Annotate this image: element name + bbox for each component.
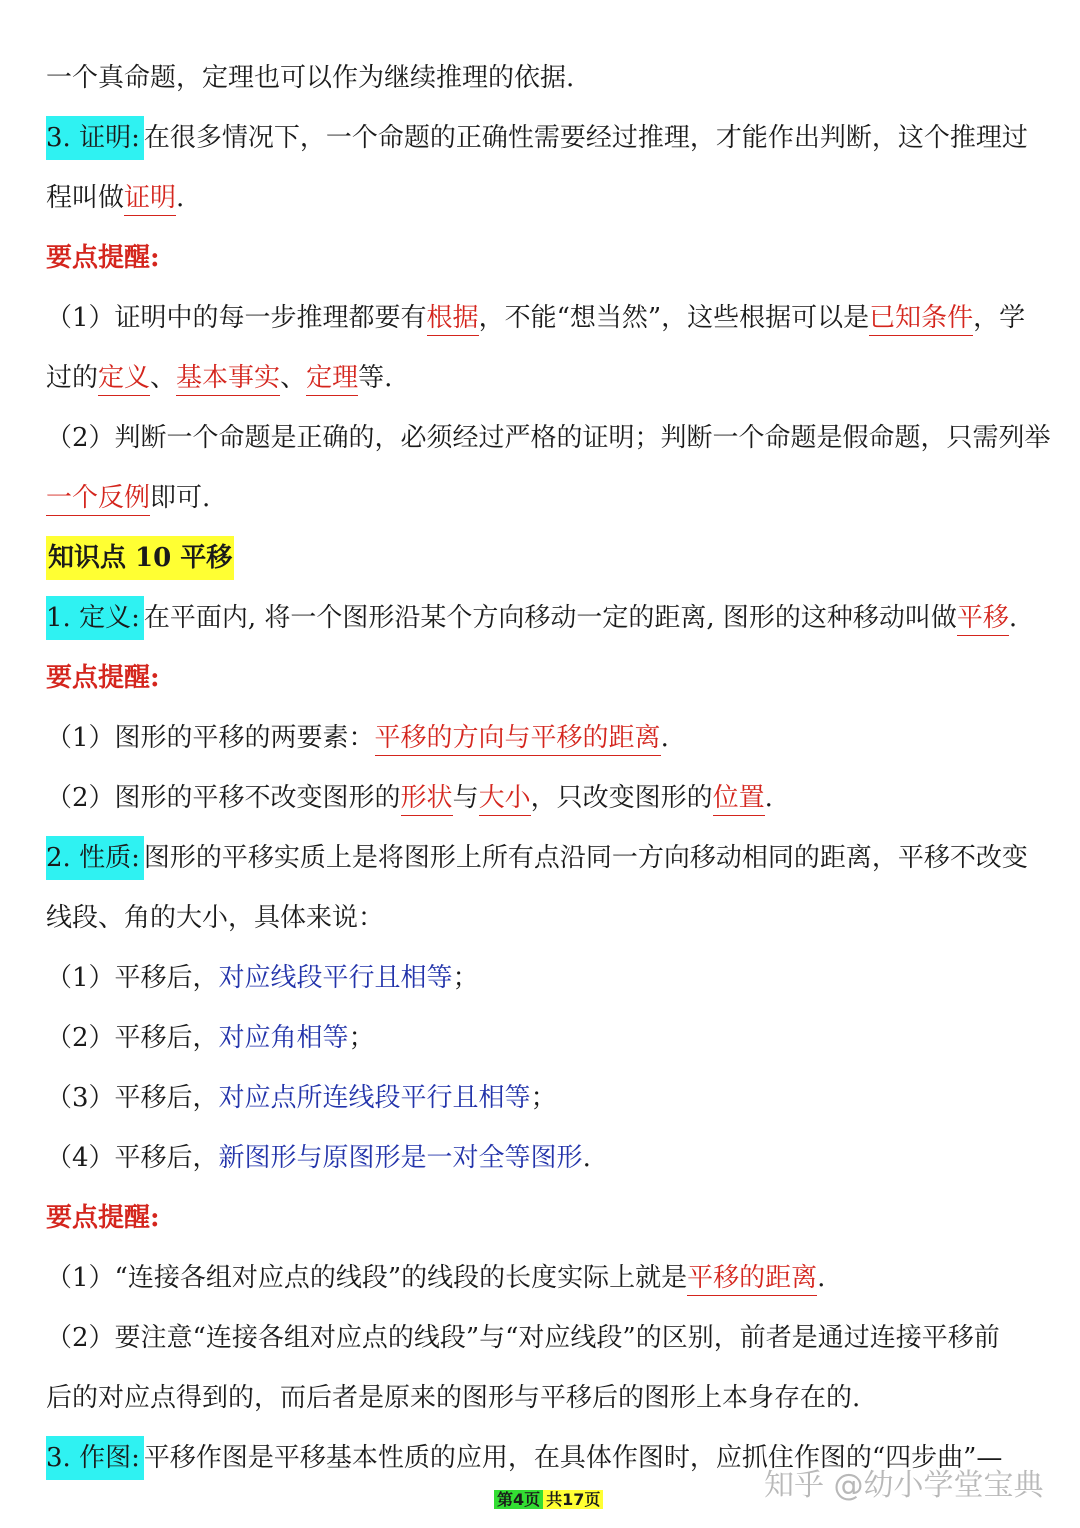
- paragraph-text: ，只改变图形的: [530, 783, 713, 813]
- text-line: [46, 536, 1040, 580]
- property-text: 对应角相等: [218, 1023, 349, 1053]
- paragraph-text: 、: [280, 363, 307, 393]
- paragraph-text: （3）平移后，: [46, 1083, 219, 1113]
- page-total: 共17页: [543, 1490, 603, 1509]
- paragraph-text: 图形的平移实质上是将图形上所有点沿同一方向移动相同的距离，平移不改变: [143, 843, 1028, 873]
- text-line: [46, 596, 1040, 640]
- item-label-property: 2. 性质:: [46, 836, 144, 880]
- paragraph-text: ；: [452, 963, 479, 993]
- paragraph-text: .: [176, 183, 185, 213]
- text-line: [46, 896, 1040, 940]
- tip-heading: 要点提醒:: [46, 1203, 160, 1233]
- key-term: 平移的方向与平移的距离: [375, 721, 661, 756]
- text-line: [46, 1316, 1040, 1360]
- paragraph-text: .: [582, 1143, 591, 1173]
- text-line: [46, 176, 1040, 220]
- text-line: [46, 56, 1040, 100]
- paragraph-text: 即可.: [150, 483, 211, 513]
- key-term: 根据: [427, 301, 479, 336]
- paragraph-text: 后的对应点得到的，而后者是原来的图形与平移后的图形上本身存在的.: [46, 1383, 861, 1413]
- paragraph-text: （2）判断一个命题是正确的，必须经过严格的证明；判断一个命题是假命题，只需列举: [46, 423, 1051, 453]
- item-label-definition: 1. 定义:: [46, 596, 144, 640]
- paragraph-text: 一个真命题，定理也可以作为继续推理的依据.: [46, 63, 575, 93]
- paragraph-text: ；: [348, 1023, 375, 1053]
- section-heading: 知识点 10 平移: [46, 536, 234, 580]
- paragraph-text: 线段、角的大小，具体来说：: [46, 903, 385, 933]
- text-line: [46, 296, 1040, 340]
- text-line: [46, 716, 1040, 760]
- key-term: 一个反例: [46, 481, 150, 516]
- text-line: [46, 1076, 1040, 1120]
- watermark: 知乎 @幼小学堂宝典: [764, 1468, 1044, 1503]
- property-text: 对应点所连线段平行且相等: [218, 1083, 531, 1113]
- paragraph-text: （1）图形的平移的两要素：: [46, 723, 375, 753]
- key-term: 证明: [124, 181, 176, 216]
- text-line: [46, 1016, 1040, 1060]
- paragraph-text: .: [660, 723, 669, 753]
- text-line: [46, 356, 1040, 400]
- key-term: 定义: [98, 361, 150, 396]
- property-text: 对应线段平行且相等: [218, 963, 453, 993]
- text-line: [46, 1256, 1040, 1300]
- paragraph-text: ，学: [973, 303, 1026, 333]
- paragraph-text: （1）平移后，: [46, 963, 219, 993]
- item-label-drawing: 3. 作图:: [46, 1436, 144, 1480]
- text-line: [46, 956, 1040, 1000]
- tip-heading: 要点提醒:: [46, 663, 160, 693]
- paragraph-text: 过的: [46, 363, 99, 393]
- paragraph-text: ，不能“想当然”，这些根据可以是: [478, 303, 870, 333]
- paragraph-text: （4）平移后，: [46, 1143, 219, 1173]
- text-line: [46, 1136, 1040, 1180]
- paragraph-text: .: [1008, 603, 1018, 633]
- paragraph-text: ；: [530, 1083, 557, 1113]
- text-line: [46, 116, 1040, 160]
- paragraph-text: （2）平移后，: [46, 1023, 219, 1053]
- text-line: [46, 416, 1051, 460]
- text-line: [46, 836, 1040, 880]
- page-number: [494, 1488, 603, 1512]
- property-text: 新图形与原图形是一对全等图形: [218, 1143, 583, 1173]
- paragraph-text: （1）“连接各组对应点的线段”的线段的长度实际上就是: [46, 1263, 688, 1293]
- paragraph-text: 、: [150, 363, 177, 393]
- key-term: 平移: [957, 601, 1009, 636]
- item-label-proof: 3. 证明:: [46, 116, 144, 160]
- page-current: 第4页: [494, 1490, 543, 1509]
- paragraph-text: 平移作图是平移基本性质的应用，在具体作图时，应抓住作图的“四步曲”—: [143, 1443, 1003, 1473]
- paragraph-text: （1）证明中的每一步推理都要有: [46, 303, 427, 333]
- paragraph-text: 与: [452, 783, 479, 813]
- key-term: 平移的距离: [687, 1261, 817, 1296]
- paragraph-text: .: [817, 1263, 826, 1293]
- paragraph-text: 等.: [358, 363, 393, 393]
- paragraph-text: （2）图形的平移不改变图形的: [46, 783, 401, 813]
- tip-heading: 要点提醒:: [46, 243, 160, 273]
- paragraph-text: .: [764, 783, 773, 813]
- paragraph-text: 在平面内, 将一个图形沿某个方向移动一定的距离, 图形的这种移动叫做: [143, 603, 957, 633]
- key-term: 已知条件: [869, 301, 973, 336]
- text-line: [46, 476, 1040, 520]
- paragraph-text: （2）要注意“连接各组对应点的线段”与“对应线段”的区别，前者是通过连接平移前: [46, 1323, 1000, 1353]
- key-term: 位置: [713, 781, 765, 816]
- paragraph-text: 在很多情况下，一个命题的正确性需要经过推理，才能作出判断，这个推理过: [143, 123, 1028, 153]
- paragraph-text: 程叫做: [46, 183, 125, 213]
- key-term: 基本事实: [176, 361, 280, 396]
- key-term: 大小: [479, 781, 531, 816]
- text-line: [46, 1376, 1040, 1420]
- key-term: 形状: [401, 781, 453, 816]
- text-line: [46, 776, 1040, 820]
- key-term: 定理: [306, 361, 358, 396]
